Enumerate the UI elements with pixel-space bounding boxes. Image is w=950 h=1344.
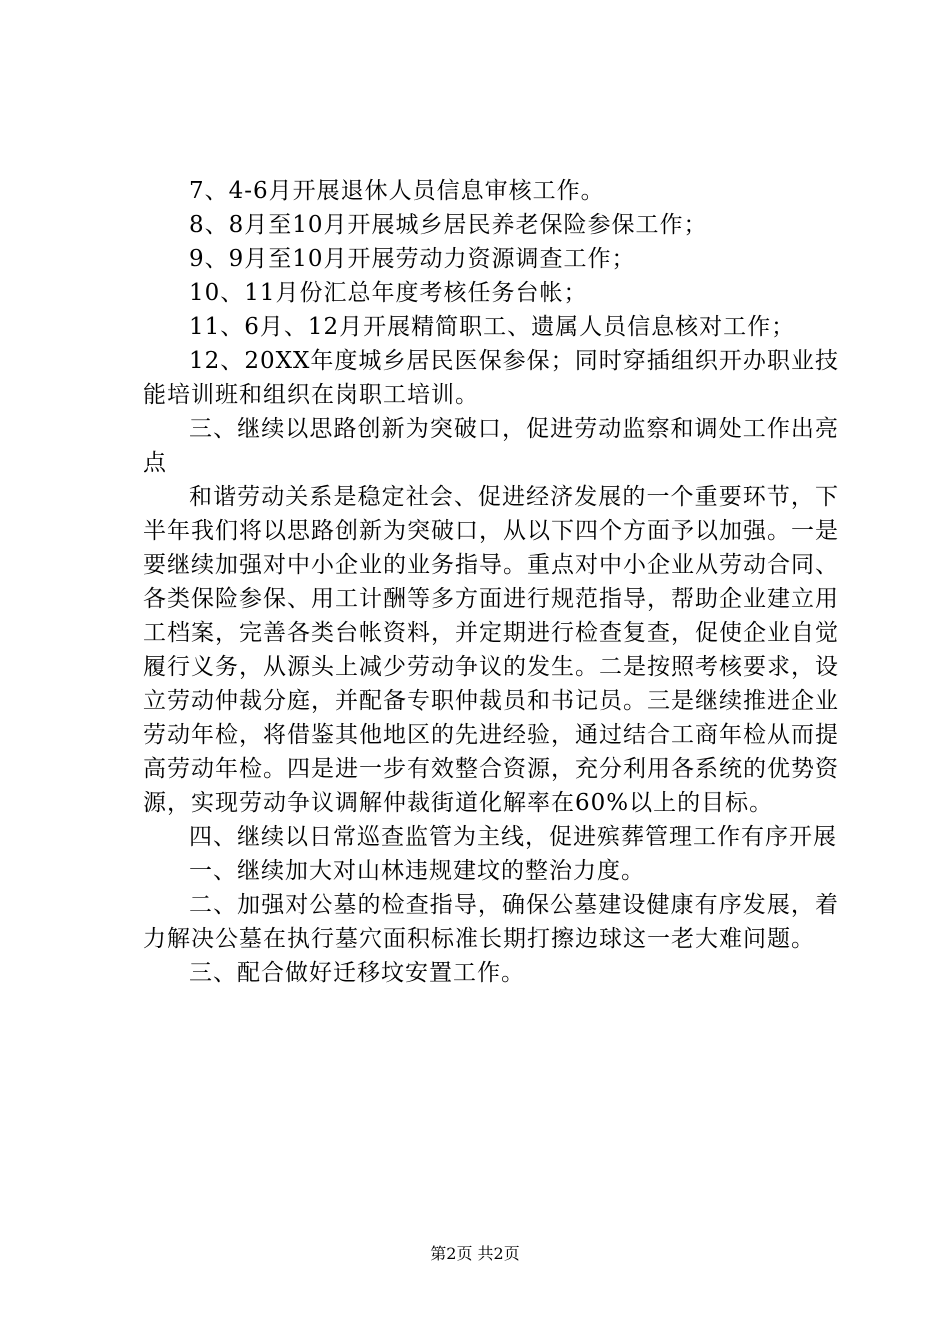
page-footer <box>0 1244 950 1264</box>
page-number-label: 第2页 共2页 <box>430 1244 520 1263</box>
paragraph-item-7: 7、4-6月开展退休人员信息审核工作。 <box>189 178 605 204</box>
paragraph-item-10: 10、11月份汇总年度考核任务台帐； <box>189 280 588 306</box>
paragraph-item-11: 11、6月、12月开展精简职工、遗属人员信息核对工作； <box>189 314 796 340</box>
subitem-3: 三、配合做好迁移坟安置工作。 <box>189 960 525 986</box>
subitem-1: 一、继续加大对山林违规建坟的整治力度。 <box>189 858 645 884</box>
paragraph-item-9: 9、9月至10月开展劳动力资源调查工作； <box>189 246 636 272</box>
section-heading-3: 三、继续以思路创新为突破口，促进劳动监察和调处工作出亮点 <box>143 416 839 476</box>
subitem-2: 二、加强对公墓的检查指导，确保公墓建设健康有序发展，着力解决公墓在执行墓穴面积标准长期打擦边球这一老大难问题。 <box>143 892 839 952</box>
body-paragraph-labor-relations: 和谐劳动关系是稳定社会、促进经济发展的一个重要环节，下半年我们将以思路创新为突破口，从以下四个方面予以加强。一是要继续加强对中小企业的业务指导。重点对中小企业从劳动合同、各类保险参保、用工计酬等多方面进行规范指导，帮助企业建立用工档案，完善各类台帐资料，并定期进行检查复查，促使企业自觉履行义务，从源头上减少劳动争议的发生。二是按照考核要求，设立劳动仲裁分庭，并配备专职仲裁员和书记员。三是继续推进企业劳动年检，将借鉴其他地区的先进经验，通过结合工商年检从而提高劳动年检。四是进一步有效整合资源，充分利用各系统的优势资源，实现劳动争议调解仲裁街道化解率在60%以上的目标。 <box>143 484 839 816</box>
paragraph-item-8: 8、8月至10月开展城乡居民养老保险参保工作； <box>189 212 708 238</box>
section-heading-4: 四、继续以日常巡查监管为主线，促进殡葬管理工作有序开展 <box>189 824 837 850</box>
document-body <box>143 174 839 990</box>
paragraph-item-12: 12、20XX年度城乡居民医保参保；同时穿插组织开办职业技能培训班和组织在岗职工培训。 <box>143 348 839 408</box>
